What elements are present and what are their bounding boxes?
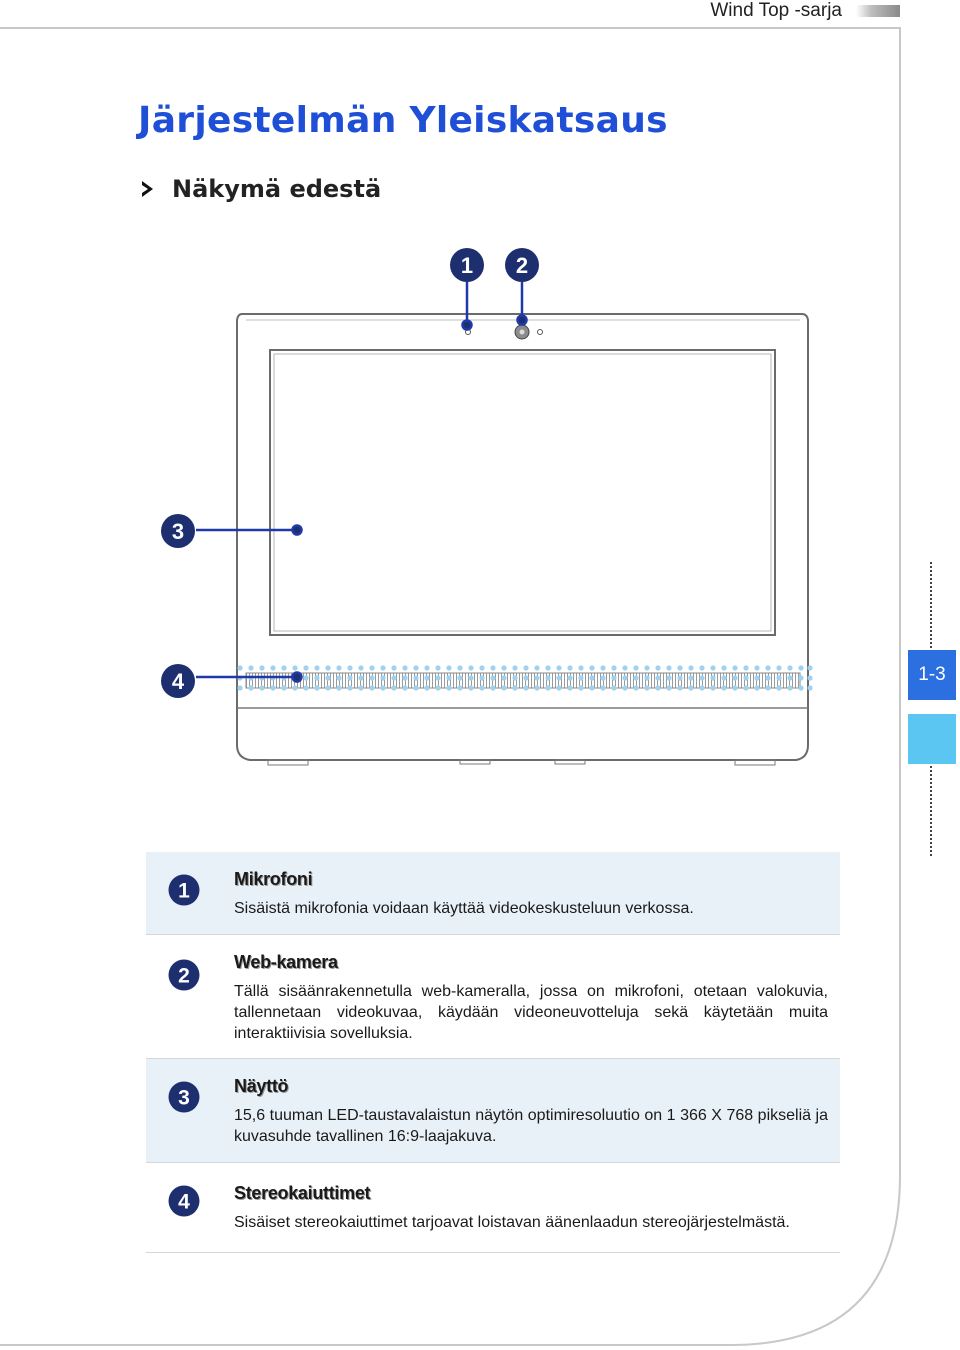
table-row [146, 852, 840, 935]
table-row [146, 1059, 840, 1163]
callout-badge-3 [161, 514, 195, 548]
number-badge-icon [168, 1185, 200, 1217]
number-badge-icon [168, 874, 200, 906]
item-description: Tällä sisäänrakennetulla web-kameralla, jossa on mikrofoni, otetaan valokuvia, tallennetaan videokuvaa, käydään videoneuvotteluja sekä käytetään muita interaktiivisia sovelluksia. [234, 983, 828, 1042]
page-number-tab: 1-3 [908, 650, 956, 700]
section-title: Näkymä edestä [172, 175, 382, 203]
side-accent-tab [908, 714, 956, 764]
header-series-label: Wind Top -sarja [710, 0, 842, 21]
side-dotted-line-top [930, 562, 932, 648]
callout-badge-4 [161, 664, 195, 698]
item-description: 15,6 tuuman LED-taustavalaistun näytön optimiresoluutio on 1 366 X 768 pikseliä ja kuvasuhde tavallinen 16:9-laajakuva. [234, 1107, 828, 1145]
callout-2-label: 2 [515, 253, 529, 278]
item-description: Sisäiset stereokaiuttimet tarjoavat loistavan äänenlaadun stereojärjestelmästä. [234, 1214, 790, 1231]
item-title: Web-kamera [234, 952, 338, 972]
callout-3-label: 3 [171, 519, 185, 544]
callout-4-label: 4 [171, 669, 185, 694]
item-description: Sisäistä mikrofonia voidaan käyttää videokeskusteluun verkossa. [234, 900, 694, 917]
badge-number: 1 [178, 879, 190, 903]
item-title: Näyttö [234, 1076, 289, 1096]
badge-number: 4 [178, 1190, 190, 1214]
callout-1-label: 1 [460, 253, 474, 278]
side-dotted-line-bottom [930, 766, 932, 856]
item-title: Mikrofoni [234, 869, 313, 889]
table-row [146, 935, 840, 1059]
callout-badge-1 [450, 248, 484, 282]
number-badge-icon [168, 1081, 200, 1113]
feature-table [146, 852, 840, 1253]
item-title: Stereokaiuttimet [234, 1183, 371, 1203]
badge-number: 3 [178, 1086, 190, 1110]
number-badge-icon [168, 959, 200, 991]
callout-badge-2 [505, 248, 539, 282]
table-row [146, 1163, 840, 1253]
page-title: Järjestelmän Yleiskatsaus [138, 100, 668, 141]
badge-number: 2 [178, 964, 190, 988]
